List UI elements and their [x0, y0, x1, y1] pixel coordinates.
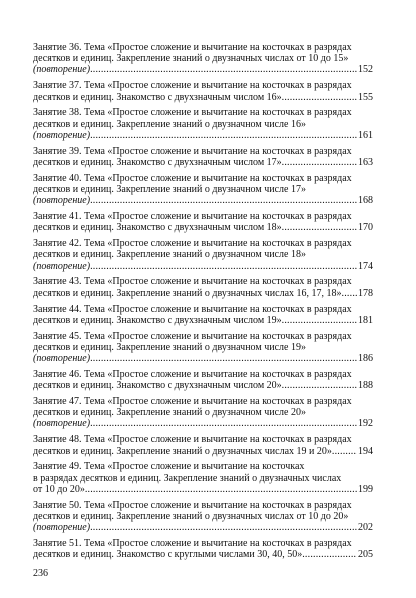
toc-entry [33, 173, 373, 207]
toc-entry [33, 500, 373, 534]
toc-entry-line: десятков и единиц. Закрепление знаний о двузначных числах от 10 до 20» [33, 510, 349, 522]
table-of-contents [33, 42, 373, 565]
toc-entry-last-line [33, 484, 373, 495]
toc-page-number: 181 [358, 314, 373, 326]
toc-page-number: 194 [358, 445, 373, 457]
toc-entry-last-line [33, 549, 373, 560]
toc-entry-line: десятков и единиц. Закрепление знаний о двузначном числе 18» [33, 249, 306, 261]
toc-leader-dots [85, 484, 357, 495]
toc-leader-dots [282, 380, 357, 391]
toc-entry-last-line [33, 380, 373, 391]
toc-page-number: 152 [358, 64, 373, 76]
toc-entry [33, 276, 373, 298]
toc-leader-dots [332, 446, 357, 457]
toc-entry-last-text: десятков и единиц. Закрепление знаний о двузначных числах 16, 17, 18» [33, 287, 342, 299]
toc-entry [33, 238, 373, 272]
toc-entry-last-line [33, 64, 373, 75]
toc-leader-dots [282, 222, 357, 233]
toc-page-number: 168 [358, 195, 373, 207]
toc-entry-last-text: десятков и единиц. Знакомство с двухзначным числом 18» [33, 222, 282, 234]
toc-entry-last-text: десятков и единиц. Знакомство с двухзначным числом 19» [33, 314, 282, 326]
toc-entry-last-line [33, 157, 373, 168]
toc-entry-line: Занятие 45. Тема «Простое сложение и вычитание на косточках в разрядах [33, 330, 352, 342]
toc-entry-last-text: (повторение) [33, 522, 91, 534]
toc-entry-line: Занятие 36. Тема «Простое сложение и вычитание на косточках в разрядах [33, 42, 352, 53]
toc-entry-last-text: (повторение) [33, 64, 91, 76]
toc-entry-last-line [33, 418, 373, 429]
toc-page-number: 170 [358, 222, 373, 234]
toc-entry-line: Занятие 37. Тема «Простое сложение и вычитание на косточках в разрядах [33, 80, 352, 92]
toc-entry-last-text: десятков и единиц. Знакомство с двухзначным числом 16» [33, 91, 282, 103]
toc-entry-last-text: (повторение) [33, 195, 91, 207]
toc-entry [33, 461, 373, 495]
toc-leader-dots [282, 157, 357, 168]
toc-entry-line: Занятие 48. Тема «Простое сложение и вычитание на косточках в разрядах [33, 434, 352, 446]
toc-entry [33, 538, 373, 560]
toc-page-number: 199 [358, 483, 373, 495]
toc-entry-line: десятков и единиц. Закрепление знаний о двузначном числе 17» [33, 183, 306, 195]
toc-entry [33, 211, 373, 233]
toc-entry [33, 146, 373, 168]
toc-entry-last-text: десятков и единиц. Знакомство с круглыми числами 30, 40, 50» [33, 549, 303, 561]
toc-entry [33, 304, 373, 326]
toc-entry-line: в разрядах десятков и единиц. Закрепление знаний о двузначных числах [33, 472, 342, 484]
page-number: 236 [33, 568, 48, 579]
toc-entry-line: Занятие 38. Тема «Простое сложение и вычитание на косточках в разрядах [33, 107, 352, 119]
toc-entry-last-line [33, 92, 373, 103]
toc-entry [33, 80, 373, 102]
toc-entry-last-text: (повторение) [33, 129, 91, 141]
toc-entry-last-line [33, 446, 373, 457]
toc-page-number: 161 [358, 129, 373, 141]
toc-entry-line: Занятие 40. Тема «Простое сложение и вычитание на косточках в разрядах [33, 172, 352, 184]
toc-page-number: 192 [358, 418, 373, 430]
toc-leader-dots [90, 130, 357, 141]
toc-entry-last-line [33, 522, 373, 533]
toc-entry-line: десятков и единиц. Закрепление знаний о двузначных числах от 10 до 15» [33, 53, 349, 65]
toc-entry-line: Занятие 43. Тема «Простое сложение и вычитание на косточках в разрядах [33, 276, 352, 288]
toc-page-number: 163 [358, 156, 373, 168]
toc-entry [33, 369, 373, 391]
toc-page-number: 155 [358, 91, 373, 103]
toc-entry-line: Занятие 50. Тема «Простое сложение и вычитание на косточках в разрядах [33, 499, 352, 511]
toc-entry-last-text: десятков и единиц. Знакомство с двухзначным числом 20» [33, 380, 282, 392]
toc-entry [33, 331, 373, 365]
toc-leader-dots [282, 92, 357, 103]
toc-leader-dots [90, 195, 357, 206]
toc-entry-last-line [33, 130, 373, 141]
toc-leader-dots [90, 261, 357, 272]
toc-entry-last-line [33, 222, 373, 233]
toc-entry-last-text: (повторение) [33, 260, 91, 272]
toc-entry [33, 434, 373, 456]
toc-leader-dots [90, 353, 357, 364]
toc-entry-last-line [33, 315, 373, 326]
toc-leader-dots [90, 64, 357, 75]
toc-page-number: 202 [358, 522, 373, 534]
toc-entry-line: десятков и единиц. Закрепление знаний о двузначном числе 19» [33, 341, 306, 353]
toc-entry-line: Занятие 51. Тема «Простое сложение и вычитание на косточках в разрядах [33, 538, 352, 550]
toc-entry-line: Занятие 47. Тема «Простое сложение и вычитание на косточках в разрядах [33, 396, 352, 408]
toc-page-number: 178 [358, 287, 373, 299]
toc-leader-dots [302, 549, 357, 560]
toc-entry-last-text: (повторение) [33, 353, 91, 365]
toc-entry-last-line [33, 288, 373, 299]
toc-leader-dots [90, 522, 357, 533]
toc-entry-last-text: десятков и единиц. Знакомство с двухзначным числом 17» [33, 156, 282, 168]
toc-entry-line: Занятие 42. Тема «Простое сложение и вычитание на косточках в разрядах [33, 238, 352, 250]
toc-entry-last-text: десятков и единиц. Закрепление знаний о двузначных числах 19 и 20» [33, 445, 332, 457]
toc-entry-line: Занятие 49. Тема «Простое сложение и вычитание на косточках [33, 461, 305, 473]
toc-page-number: 174 [358, 260, 373, 272]
toc-entry-line: десятков и единиц. Закрепление знаний о двузначном числе 20» [33, 407, 306, 419]
toc-entry-line: Занятие 39. Тема «Простое сложение и вычитание на косточках в разрядах [33, 145, 352, 157]
toc-leader-dots [90, 418, 357, 429]
toc-entry [33, 107, 373, 141]
toc-page-number: 188 [358, 380, 373, 392]
toc-entry-last-text: (повторение) [33, 418, 91, 430]
toc-page-number: 186 [358, 353, 373, 365]
toc-page-number: 205 [358, 549, 373, 561]
toc-entry-line: Занятие 46. Тема «Простое сложение и вычитание на косточках в разрядах [33, 368, 352, 380]
toc-entry-line: десятков и единиц. Закрепление знаний о двузначном числе 16» [33, 118, 306, 130]
toc-entry-last-line [33, 353, 373, 364]
toc-leader-dots [342, 288, 357, 299]
toc-leader-dots [282, 315, 357, 326]
toc-entry-last-line [33, 261, 373, 272]
toc-entry [33, 42, 373, 76]
toc-entry-line: Занятие 44. Тема «Простое сложение и вычитание на косточках в разрядах [33, 303, 352, 315]
toc-entry [33, 396, 373, 430]
toc-entry-last-line [33, 195, 373, 206]
toc-entry-line: Занятие 41. Тема «Простое сложение и вычитание на косточках в разрядах [33, 211, 352, 223]
toc-entry-last-text: от 10 до 20» [33, 483, 85, 495]
